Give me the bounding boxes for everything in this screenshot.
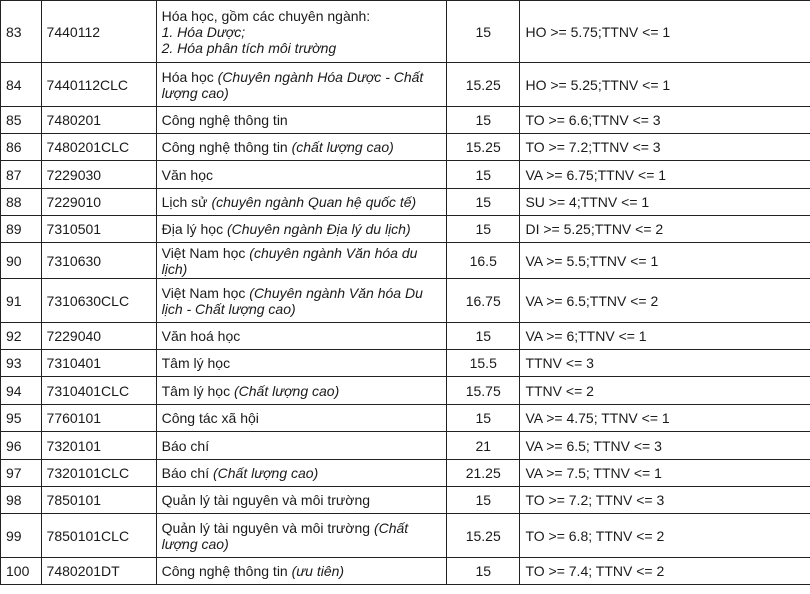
cutoff-score: 15.25	[447, 134, 520, 161]
tiebreak-criteria: VA >= 5.5;TTNV <= 1	[520, 243, 810, 279]
tiebreak-criteria: VA >= 6.5; TTNV <= 3	[520, 432, 810, 460]
program-name	[156, 558, 446, 585]
program-name-main: Công tác xã hội	[161, 410, 259, 426]
program-name	[156, 350, 446, 377]
program-name-main: Địa lý học	[161, 221, 227, 237]
program-code: 7760101	[41, 405, 156, 432]
program-code: 7850101	[41, 487, 156, 514]
program-code: 7480201	[41, 107, 156, 134]
program-name-main: Hóa học, gồm các chuyên ngành:	[161, 7, 371, 24]
tiebreak-criteria: VA >= 6.5;TTNV <= 2	[520, 279, 810, 323]
cutoff-score: 15	[447, 161, 520, 189]
cutoff-score: 15.25	[447, 514, 520, 558]
table-row	[1, 279, 810, 323]
program-code: 7310630	[41, 243, 156, 279]
program-code: 7480201CLC	[41, 134, 156, 161]
cutoff-score: 21	[447, 432, 520, 460]
cutoff-score: 15.75	[447, 377, 520, 405]
row-number: 93	[1, 350, 42, 377]
program-name	[156, 432, 446, 460]
program-name	[156, 243, 446, 279]
program-name-note: (Chuyên ngành Văn hóa Du lịch - Chất lượng cao)	[161, 284, 423, 317]
tiebreak-criteria: VA >= 6.75;TTNV <= 1	[520, 161, 810, 189]
table-row	[1, 350, 810, 377]
table-row	[1, 243, 810, 279]
row-number: 95	[1, 405, 42, 432]
program-code: 7310401	[41, 350, 156, 377]
cutoff-score: 16.75	[447, 279, 520, 323]
row-number: 86	[1, 134, 42, 161]
program-code: 7229010	[41, 189, 156, 216]
table-row	[1, 460, 810, 487]
program-name-main: Công nghệ thông tin	[161, 112, 288, 128]
program-name-main: Báo chí	[161, 437, 210, 454]
tiebreak-criteria: TO >= 7.2; TTNV <= 3	[520, 487, 810, 514]
program-code: 7310501	[41, 216, 156, 243]
tiebreak-criteria: HO >= 5.75;TTNV <= 1	[520, 1, 810, 63]
row-number: 87	[1, 161, 42, 189]
program-name-main: Tâm lý học	[161, 355, 231, 371]
program-name	[156, 514, 446, 558]
program-code: 7440112	[41, 1, 156, 63]
program-name-note: (Chất lượng cao)	[233, 382, 340, 399]
table-row	[1, 216, 810, 243]
table-row	[1, 514, 810, 558]
program-name-note: (chuyên ngành Quan hệ quốc tế)	[211, 194, 417, 210]
row-number: 94	[1, 377, 42, 405]
cutoff-score: 15	[447, 558, 520, 585]
row-number: 92	[1, 323, 42, 350]
row-number: 96	[1, 432, 42, 460]
program-name-main: Việt Nam học	[161, 244, 250, 261]
program-name	[156, 134, 446, 161]
program-name-main: Văn hoá học	[161, 328, 241, 344]
table-row	[1, 107, 810, 134]
row-number: 100	[1, 558, 42, 585]
program-name	[156, 279, 446, 323]
tiebreak-criteria: TO >= 7.2;TTNV <= 3	[520, 134, 810, 161]
program-code: 7229040	[41, 323, 156, 350]
table-row	[1, 558, 810, 585]
row-number: 98	[1, 487, 42, 514]
row-number: 89	[1, 216, 42, 243]
program-name	[156, 107, 446, 134]
program-code: 7310401CLC	[41, 377, 156, 405]
program-name	[156, 487, 446, 514]
cutoff-score: 15	[447, 107, 520, 134]
program-name-note: (Chuyên ngành Hóa Dược - Chất lượng cao)	[161, 68, 424, 101]
program-name	[156, 405, 446, 432]
tiebreak-criteria: VA >= 7.5; TTNV <= 1	[520, 460, 810, 487]
row-number: 97	[1, 460, 42, 487]
row-number: 90	[1, 243, 42, 279]
row-number: 84	[1, 63, 42, 107]
table-row	[1, 405, 810, 432]
row-number: 99	[1, 514, 42, 558]
row-number: 88	[1, 189, 42, 216]
program-name	[156, 377, 446, 405]
program-name-main: Việt Nam học	[161, 284, 250, 301]
program-code: 7850101CLC	[41, 514, 156, 558]
program-name-main: Quản lý tài nguyên và môi trường	[161, 519, 374, 536]
tiebreak-criteria: TO >= 6.8; TTNV <= 2	[520, 514, 810, 558]
row-number: 91	[1, 279, 42, 323]
program-code: 7440112CLC	[41, 63, 156, 107]
program-name	[156, 323, 446, 350]
program-name	[156, 189, 446, 216]
tiebreak-criteria: HO >= 5.25;TTNV <= 1	[520, 63, 810, 107]
table-row	[1, 487, 810, 514]
specialization-item: 1. Hóa Dược;	[161, 23, 246, 40]
program-code: 7229030	[41, 161, 156, 189]
program-name-main: Văn học	[161, 166, 213, 183]
program-code: 7480201DT	[41, 558, 156, 585]
table-row	[1, 432, 810, 460]
program-name	[156, 161, 446, 189]
program-name-main: Hóa học	[161, 68, 218, 85]
program-name-main: Lịch sử	[161, 194, 212, 210]
table-row	[1, 323, 810, 350]
program-name-note: (Chất lượng cao)	[212, 465, 319, 481]
program-name-main: Báo chí	[161, 465, 213, 481]
specialization-item: 2. Hóa phân tích môi trường	[161, 39, 337, 56]
program-code: 7310630CLC	[41, 279, 156, 323]
cutoff-score: 15	[447, 1, 520, 63]
cutoff-score: 15.5	[447, 350, 520, 377]
cutoff-score: 16.5	[447, 243, 520, 279]
cutoff-score: 15	[447, 216, 520, 243]
tiebreak-criteria: VA >= 6;TTNV <= 1	[520, 323, 810, 350]
tiebreak-criteria: DI >= 5.25;TTNV <= 2	[520, 216, 810, 243]
table-row	[1, 189, 810, 216]
table-row	[1, 134, 810, 161]
program-name	[156, 460, 446, 487]
program-name-main: Công nghệ thông tin	[161, 563, 292, 579]
row-number: 85	[1, 107, 42, 134]
program-name-main: Công nghệ thông tin	[161, 139, 292, 155]
cutoff-score: 15	[447, 189, 520, 216]
program-name-main: Quản lý tài nguyên và môi trường	[161, 492, 371, 508]
program-name-note: (chuyên ngành Văn hóa du lịch)	[161, 244, 418, 277]
program-name-note: (Chất lượng cao)	[161, 519, 409, 552]
table-row	[1, 1, 810, 63]
tiebreak-criteria: TO >= 7.4; TTNV <= 2	[520, 558, 810, 585]
cutoff-score: 15.25	[447, 63, 520, 107]
tiebreak-criteria: TTNV <= 3	[520, 350, 810, 377]
cutoff-score: 15	[447, 323, 520, 350]
program-name-note: (ưu tiên)	[291, 563, 345, 579]
table-row	[1, 377, 810, 405]
cutoff-score: 21.25	[447, 460, 520, 487]
program-name	[156, 216, 446, 243]
table-row	[1, 63, 810, 107]
tiebreak-criteria: VA >= 4.75; TTNV <= 1	[520, 405, 810, 432]
cutoff-score: 15	[447, 487, 520, 514]
program-code: 7320101CLC	[41, 460, 156, 487]
table-row	[1, 161, 810, 189]
tiebreak-criteria: TO >= 6.6;TTNV <= 3	[520, 107, 810, 134]
program-name-note: (Chuyên ngành Địa lý du lịch)	[226, 221, 411, 237]
program-name	[156, 1, 446, 63]
program-name-main: Tâm lý học	[161, 382, 234, 399]
table-body	[1, 1, 810, 585]
program-name	[156, 63, 446, 107]
row-number: 83	[1, 1, 42, 63]
program-code: 7320101	[41, 432, 156, 460]
program-name-note: (chất lượng cao)	[291, 139, 394, 155]
tiebreak-criteria: TTNV <= 2	[520, 377, 810, 405]
tiebreak-criteria: SU >= 4;TTNV <= 1	[520, 189, 810, 216]
cutoff-score: 15	[447, 405, 520, 432]
